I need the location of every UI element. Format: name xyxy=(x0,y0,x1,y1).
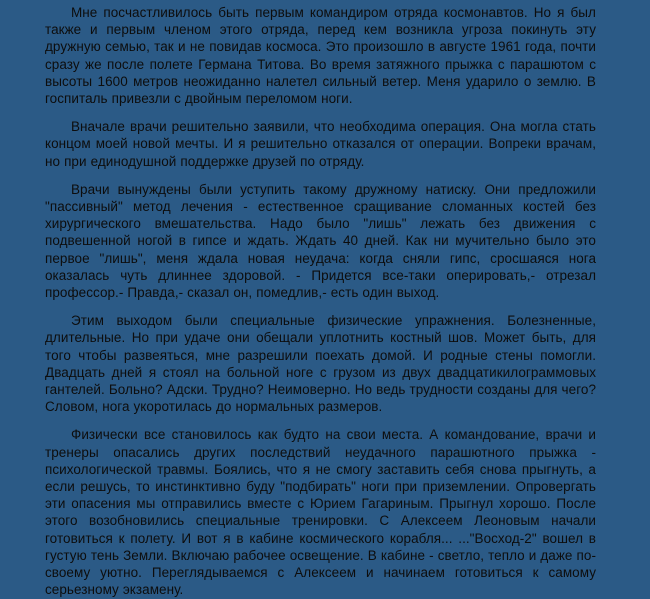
paragraph-1: Мне посчастливилось быть первым командиром отряда космонавтов. Но я был также и первым членом этого отряда, перед кем возникла угроза покинуть эту дружную семью, так и не повидав космоса. Это произошло в августе 1961 года, почти сразу же после полете Германа Титова. Во время затяжного прыжка с парашютом с высоты 1600 метров неожиданно налетел сильный ветер. Меня ударило о землю. В госпиталь привезли с двойным переломом ноги. xyxy=(45,5,596,107)
paragraph-5: Физически все становилось как будто на свои места. А командование, врачи и тренеры опасались других последствий неудачного парашютного прыжка - психологической травмы. Боялись, что я не смогу заставить себя снова прыгнуть, а если решусь, то инстинктивно буду "подбирать" ноги при приземлении. Опровергать эти опасения мы отправились вместе с Юрием Гагариным. Прыгнул хорошо. После этого возобновились специальные тренировки. С Алексеем Леоновым начали готовиться к полету. И вот я в кабине космического корабля... ..."Восход-2" вошел в густую тень Земли. Включаю рабочее освещение. В кабине - светло, тепло и даже по-своему уютно. Переглядываемся с Алексеем и начинаем готовиться к самому серьезному экзамену. xyxy=(45,427,596,598)
paragraph-4: Этим выходом были специальные физические упражнения. Болезненные, длительные. Но при удаче они обещали уплотнить костный шов. Может быть, для того чтобы развеяться, мне разрешили поехать домой. И родные стены помогли. Двадцать дней я стоял на больной ноге с грузом из двух двадцатикилограммовых гантелей. Больно? Адски. Трудно? Неимоверно. Но ведь трудности созданы для чего? Словом, нога укоротилась до нормальных размеров. xyxy=(45,313,596,415)
paragraph-2: Вначале врачи решительно заявили, что необходима операция. Она могла стать концом моей новой мечты. И я решительно отказался от операции. Вопреки врачам, но при единодушной поддержке друзей по отряду. xyxy=(45,119,596,169)
article-text xyxy=(45,4,596,599)
paragraph-3: Врачи вынуждены были уступить такому дружному натиску. Они предложили "пассивный" метод лечения - естественное сращивание сломанных костей без хирургического вмешательства. Надо было "лишь" лежать без движения с подвешенной ногой в гипсе и ждать. Ждать 40 дней. Как ни мучительно было это первое "лишь", меня ждала новая неудача: когда сняли гипс, сросшаяся нога оказалась чуть длиннее здоровой. - Придется все-таки оперировать,- отрезал профессор.- Правда,- сказал он, помедлив,- есть один выход. xyxy=(45,181,596,301)
